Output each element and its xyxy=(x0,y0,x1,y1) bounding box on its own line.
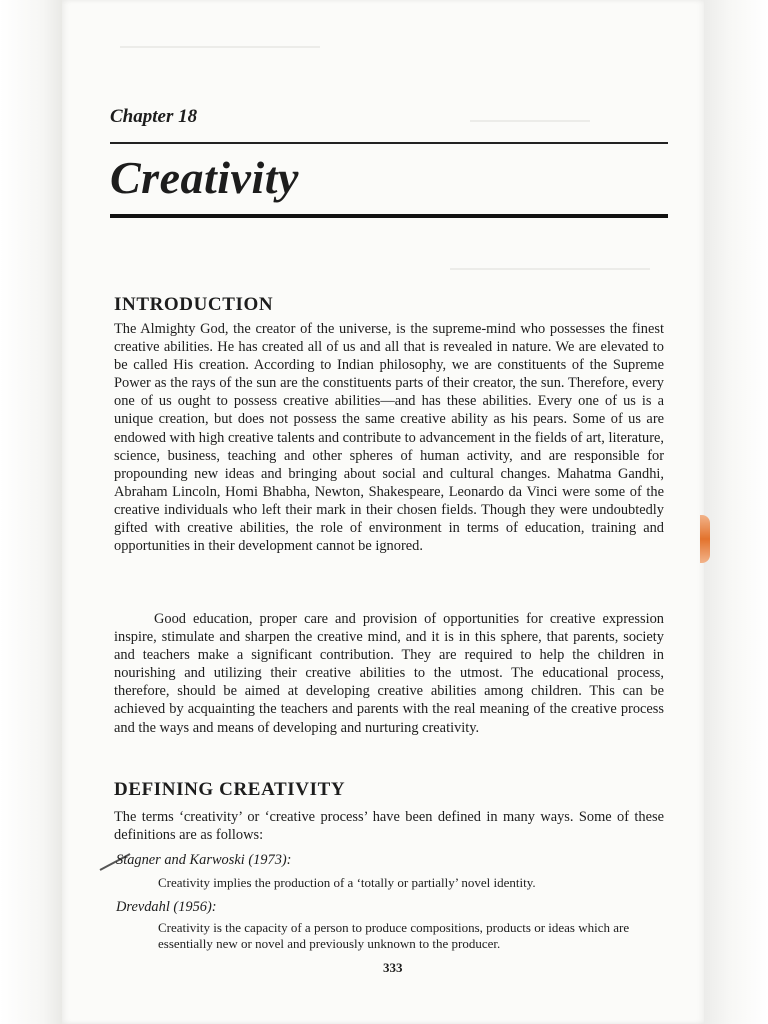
chapter-title: Creativity xyxy=(110,152,299,203)
definition-author: Drevdahl (1956): xyxy=(116,899,217,915)
definition-text: Creativity implies the production of a ‘totally or partially’ novel identity. xyxy=(158,875,536,890)
right-page-edge xyxy=(704,0,768,1024)
left-page-edge xyxy=(0,0,62,1024)
bleed-through-mark xyxy=(120,46,320,48)
introduction-heading: INTRODUCTION xyxy=(114,294,274,315)
page-tab-marker xyxy=(700,515,710,563)
definition-text: Creativity is the capacity of a person to produce compositions, products or ideas which are essentially new or novel and previously unknown to the producer. xyxy=(158,920,630,951)
chapter-label: Chapter 18 xyxy=(110,106,198,127)
bleed-through-mark xyxy=(470,120,590,122)
defining-intro-paragraph: The terms ‘creativity’ or ‘creative process’ have been defined in many ways. Some of these definitions are as follows: xyxy=(114,809,664,844)
bleed-through-mark xyxy=(450,268,650,270)
defining-creativity-heading: DEFINING CREATIVITY xyxy=(114,779,346,800)
page-number: 333 xyxy=(383,960,403,975)
chapter-rule-top xyxy=(110,142,668,144)
chapter-rule-bottom xyxy=(110,214,668,218)
introduction-paragraph-1: The Almighty God, the creator of the universe, is the supreme-mind who possesses the finest creative abilities. He has created all of us and all that is revealed in nature. We are elevated to be called His creation. According to Indian philosophy, we are constituents of the Supreme Power as the rays of the sun are the constituents parts of their creator, the sun. Therefore, every one of us ought to possess creative abilities—and has these abilities. Every one of us is a unique creation, but does not possess the same creative ability as his pears. Some of us are endowed with high creative talents and contribute to advancement in the fields of art, literature, science, business, teaching and other spheres of human activity, and are responsible for propounding new ideas and bringing about social and cultural changes. Mahatma Gandhi, Abraham Lincoln, Homi Bhabha, Newton, Shakespeare, Leonardo da Vinci were some of the creative individuals who left their mark in their chosen fields. Though they were undoubtedly gifted with creative abilities, the role of environment in terms of education, training and opportunities in their development cannot be ignored. xyxy=(114,321,664,555)
introduction-paragraph-2: Good education, proper care and provision of opportunities for creative expression inspire, stimulate and sharpen the creative mind, and it is in this sphere, that parents, society and teachers make a significant contribution. They are required to help the children in nourishing and utilizing their creative abilities to the utmost. The educational process, therefore, should be aimed at developing creative abilities among children. This can be achieved by acquainting the teachers and parents with the real meaning of the creative process and the ways and means of developing and nurturing creativity. xyxy=(114,611,664,736)
definition-author: Stagner and Karwoski (1973): xyxy=(116,852,292,868)
